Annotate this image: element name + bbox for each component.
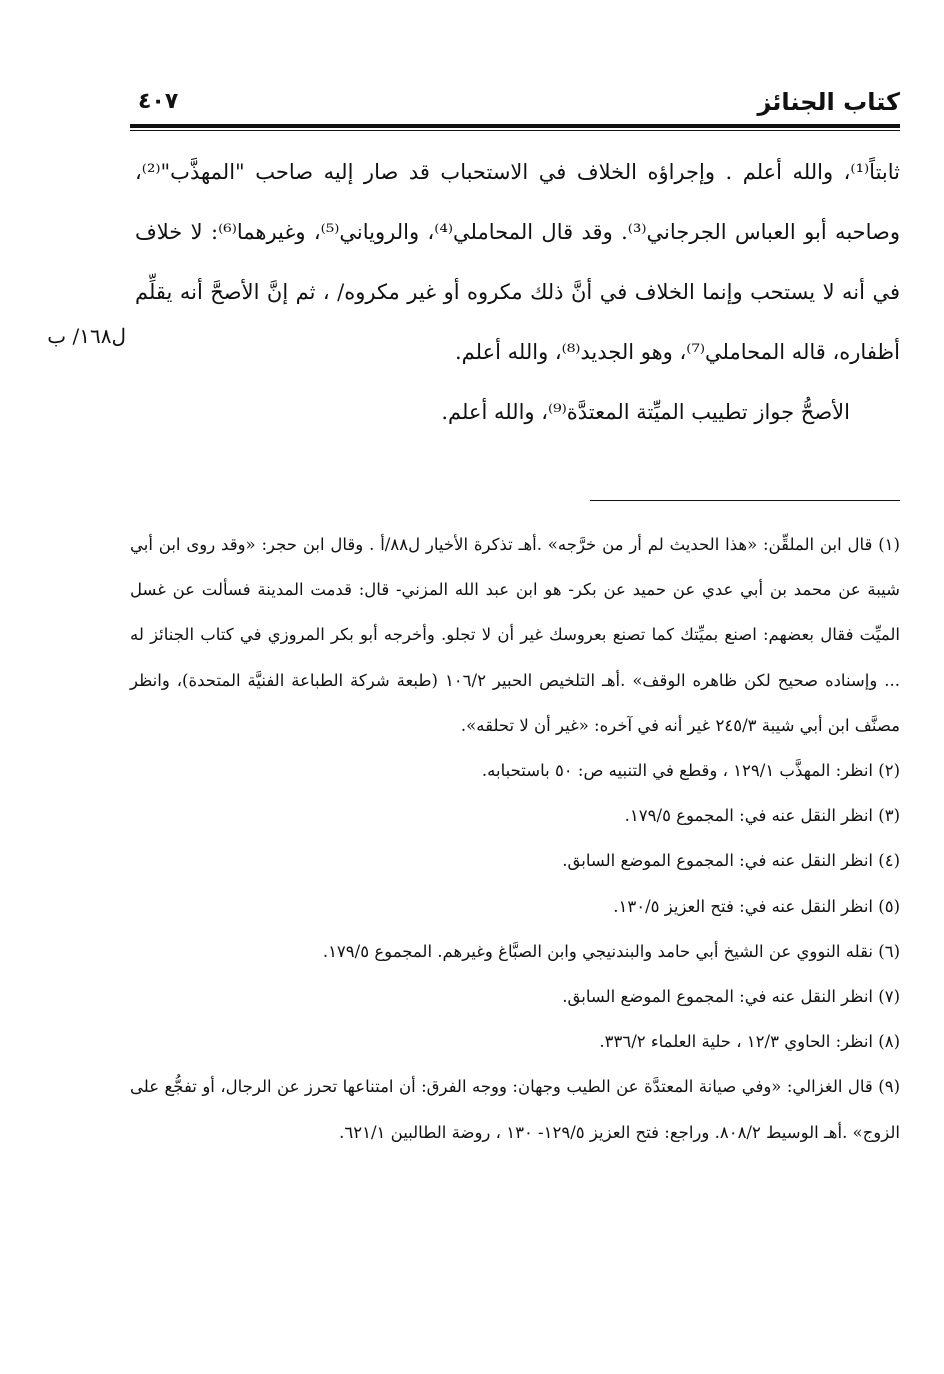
header-rule-thick <box>130 124 900 128</box>
footnote-separator <box>590 500 900 501</box>
page-header <box>130 84 900 124</box>
manuscript-folio-note: ل١٦٨/ ب <box>47 324 126 348</box>
footnotes <box>130 522 900 1155</box>
running-head: كتاب الجنائز <box>757 88 900 116</box>
footnote-5: (٥) انظر النقل عنه في: فتح العزيز ١٣٠/٥. <box>613 896 900 916</box>
footnote-4: (٤) انظر النقل عنه في: المجموع الموضع السابق. <box>562 851 900 871</box>
header-rule-thin <box>130 130 900 131</box>
footnote-7: (٧) انظر النقل عنه في: المجموع الموضع السابق. <box>562 987 900 1007</box>
page-number: ٤٠٧ <box>138 89 179 114</box>
footnote-9: (٩) قال الغزالي: «وفي صيانة المعتدَّة عن الطيب وجهان: ووجه الفرق: أن امتناعها تحرز عن الرجال، أو تفجُّع على الزوج» .أهـ الوسيط ٨٠٨/٢. وراجع: فتح العزيز ١٢٩/٥- ١٣٠ ، روضة الطالبين ٦٢١/١. <box>130 1077 900 1142</box>
footnote-6: (٦) نقله النووي عن الشيخ أبي حامد والبندنيجي وابن الصبَّاغ وغيرهم. المجموع ١٧٩/٥. <box>322 941 900 961</box>
main-text <box>135 142 900 442</box>
footnote-8: (٨) انظر: الحاوي ١٢/٣ ، حلية العلماء ٣٣٦/٢. <box>599 1032 900 1052</box>
footnote-1: (١) قال ابن الملقِّن: «هذا الحديث لم أر من خرَّجه» .أهـ تذكرة الأخيار ل٨٨/أ . وقال ابن حجر: «وقد روى ابن أبي شيبة عن محمد بن أبي عدي عن حميد عن بكر- هو ابن عبد الله المزني- قال: قدمت المدينة فسألت عن غسل الميِّت فقال بعضهم: اصنع بميِّتك كما تصنع بعروسك غير أن لا تجلو. وأخرجه أبو بكر المروزي في كتاب الجنائز له ... وإسناده صحيح لكن ظاهره الوقف» .أهـ التلخيص الحبير ١٠٦/٢ (طبعة شركة الطباعة الفنيَّة المتحدة)، وانظر مصنَّف ابن أبي شيبة ٢٤٥/٣ غير أنه في آخره: «غير أن لا تحلقه». <box>130 535 900 735</box>
footnote-2: (٢) انظر: المهذَّب ١٢٩/١ ، وقطع في التنبيه ص: ٥٠ باستحبابه. <box>481 761 900 781</box>
footnote-3: (٣) انظر النقل عنه في: المجموع ١٧٩/٥. <box>624 806 900 826</box>
body-paragraph: ثابتاً⁽¹⁾، والله أعلم . وإجراؤه الخلاف في الاستحباب قد صار إليه صاحب "المهذَّب"⁽²⁾، وصاحبه أبو العباس الجرجاني⁽³⁾. وقد قال المحاملي⁽⁴⁾، والروياني⁽⁵⁾، وغيرهما⁽⁶⁾: لا خلاف في أنه لا يستحب وإنما الخلاف في أنَّ ذلك مكروه أو غير مكروه/ ، ثم إنَّ الأصحَّ أنه يقلِّم أظفاره، قاله المحاملي⁽⁷⁾، وهو الجديد⁽⁸⁾، والله أعلم. <box>135 160 901 364</box>
body-paragraph: الأصحُّ جواز تطييب الميِّتة المعتدَّة⁽⁹⁾، والله أعلم. <box>441 400 850 424</box>
